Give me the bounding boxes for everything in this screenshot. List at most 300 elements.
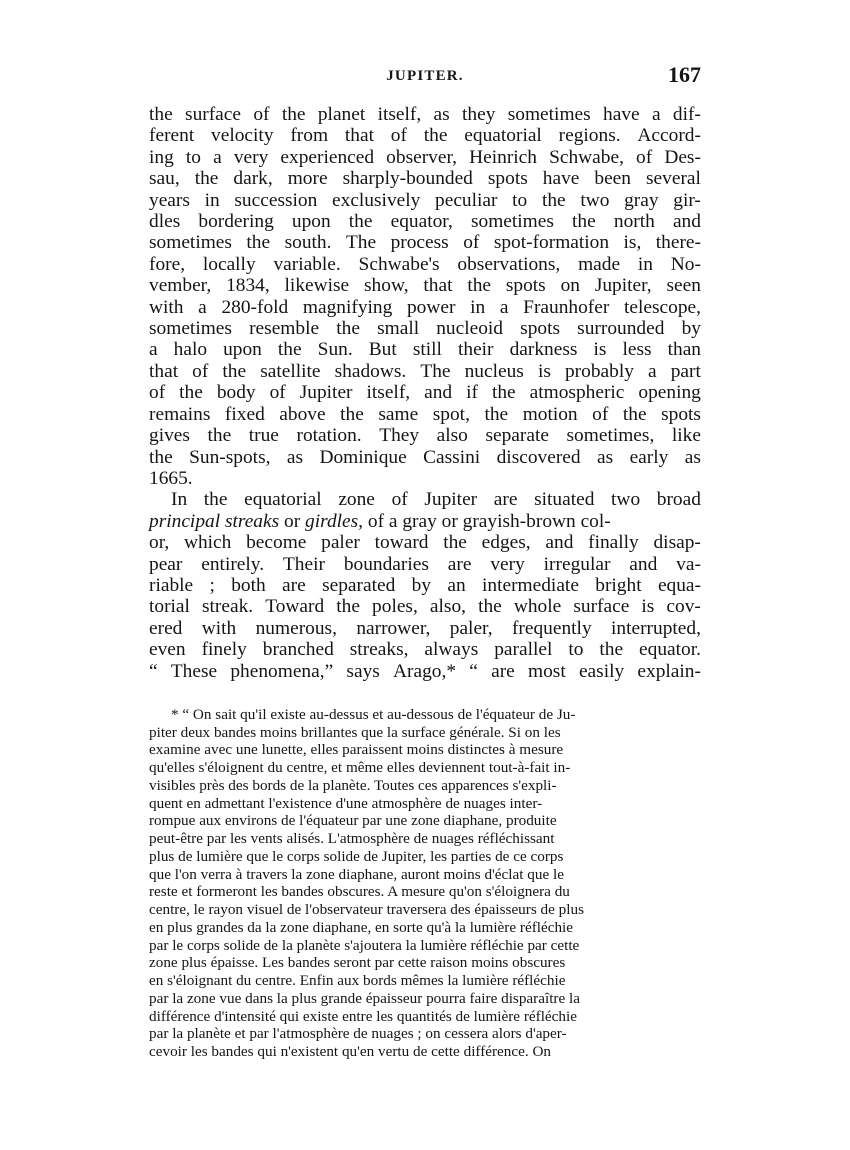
word: But <box>368 339 397 361</box>
word: still <box>412 339 442 361</box>
word: surrounded <box>577 318 665 340</box>
word: magnifying <box>302 296 393 318</box>
word: narrower, <box>356 617 431 639</box>
word: are <box>447 553 472 575</box>
footnote-line: quent en admettant l'existence d'une atmosphère de nuages inter- <box>149 794 543 812</box>
word: Toward <box>265 596 325 618</box>
word: less <box>622 339 652 361</box>
word: sometimes <box>470 211 554 233</box>
footnote-line: en s'éloignant du centre. Enfin aux bords mêmes la lumière réfléchie <box>149 972 566 990</box>
italic-term: principal streaks <box>149 510 280 532</box>
word: observer, <box>386 146 458 168</box>
word: made <box>578 253 621 275</box>
word: streak. <box>202 596 254 618</box>
word: darkness <box>509 339 578 361</box>
word: also, <box>429 596 466 618</box>
word: also <box>436 425 468 447</box>
word: broad <box>656 489 701 511</box>
word: the <box>179 382 203 404</box>
word: resemble <box>249 318 320 340</box>
word: that <box>423 275 453 297</box>
word: the <box>222 360 247 382</box>
text-line <box>149 425 701 446</box>
word: the <box>622 403 647 425</box>
word: have <box>542 168 580 190</box>
word: of <box>463 232 480 254</box>
word: of <box>636 146 653 168</box>
word: small <box>377 318 420 340</box>
word: rotation. <box>296 425 362 447</box>
word: the <box>277 339 302 361</box>
footnote-line: rompue aux environs de l'équateur par une zone diaphane, produite <box>149 812 557 830</box>
word: ered <box>149 617 183 639</box>
text-line <box>149 297 701 318</box>
word: parallel <box>494 639 553 661</box>
word: succession <box>234 189 318 211</box>
word: shadows. <box>334 360 407 382</box>
word: says <box>346 660 380 682</box>
word: The <box>420 360 451 382</box>
word: Cassini <box>423 446 481 468</box>
text-line <box>149 532 701 553</box>
word: surface <box>185 104 242 125</box>
word: seen <box>666 275 701 297</box>
word: sharply-bounded <box>342 168 473 190</box>
word: a <box>648 360 657 382</box>
text-line <box>149 104 701 125</box>
word: south. <box>284 232 332 254</box>
word: experienced <box>280 146 375 168</box>
word: on <box>560 275 580 297</box>
text-line <box>149 661 701 682</box>
word: Schwabe's <box>358 253 440 275</box>
word: discovered <box>496 446 581 468</box>
word: as <box>433 104 450 125</box>
word: equatorial <box>464 125 542 147</box>
word: sometimes <box>507 104 591 125</box>
word: nucleus <box>464 360 524 382</box>
word: 280-fold <box>221 296 289 318</box>
word: dles <box>149 211 181 233</box>
word: the <box>203 489 228 511</box>
word: The <box>345 232 377 254</box>
word: more <box>287 168 328 190</box>
text-line <box>149 232 701 253</box>
footnote-line: qu'elles s'éloignent du centre, et même elles deviennent tout-à-fait in- <box>149 759 571 777</box>
text-line <box>149 190 701 211</box>
word: separated <box>322 574 396 596</box>
word: same <box>378 403 419 425</box>
word: observations, <box>457 253 561 275</box>
footnote-line: par la planète et par l'atmosphère de nuages ; on cessera alors d'aper- <box>149 1025 567 1043</box>
word: a <box>213 146 222 168</box>
word: that <box>344 125 374 147</box>
word: bordering <box>198 211 274 233</box>
word: remains <box>149 403 211 425</box>
word: equatorial <box>244 489 322 511</box>
word: exclusively <box>332 189 421 211</box>
text-line <box>149 339 701 360</box>
word: to <box>568 639 584 661</box>
footnote-line: examine avec une lunette, elles paraissent moins distinctes à mesure <box>149 741 564 759</box>
text-line <box>149 125 701 146</box>
word: spots <box>520 318 561 340</box>
word: torial <box>149 596 190 618</box>
word: the <box>281 104 306 125</box>
footnote-line: centre, le rayon visuel de l'observateur traversera des épaisseurs de plus <box>149 901 584 919</box>
word: locally <box>202 253 256 275</box>
word: of <box>149 382 166 404</box>
footnote <box>149 706 701 1061</box>
word: the <box>541 189 566 211</box>
word: Sun-spots, <box>189 446 271 468</box>
word: equator. <box>639 639 701 661</box>
word: is, <box>623 232 642 254</box>
word: the <box>491 382 516 404</box>
word: with <box>149 296 184 318</box>
word: spots <box>661 403 701 425</box>
word: spot, <box>432 403 470 425</box>
word: vember, <box>149 275 212 297</box>
word: the <box>484 403 509 425</box>
word: body <box>216 382 256 404</box>
word: opening <box>638 382 701 404</box>
word: several <box>645 168 701 190</box>
word: two <box>580 189 610 211</box>
word: are <box>493 489 518 511</box>
word: power <box>406 296 456 318</box>
word: branched <box>262 639 334 661</box>
word: have <box>603 104 640 125</box>
word: satellite <box>260 360 321 382</box>
word: the <box>336 318 360 340</box>
word: that <box>149 360 179 382</box>
word: equator, <box>390 211 453 233</box>
word: are <box>282 574 306 596</box>
word: which <box>183 532 232 554</box>
word: like <box>671 425 701 447</box>
word: true <box>248 425 279 447</box>
word: easily <box>578 660 625 682</box>
text-line <box>149 318 701 339</box>
footnote-line: que l'on verra à travers la zone diaphane, auront moins d'éclat que le <box>149 865 564 883</box>
word: the <box>246 232 271 254</box>
text-line <box>149 489 701 510</box>
paragraph-1 <box>149 104 701 489</box>
word: peculiar <box>435 189 498 211</box>
word: with <box>201 617 237 639</box>
word: as <box>684 446 701 468</box>
word: zone <box>338 489 375 511</box>
footnote-line: zone plus épaisse. Les bandes seront par cette raison moins obscures <box>149 954 566 972</box>
word: from <box>290 125 329 147</box>
word: Dominique <box>319 446 407 468</box>
text-line-with-italics <box>149 511 701 532</box>
word: in <box>637 253 653 275</box>
word: above <box>279 403 326 425</box>
word: ; <box>209 574 215 596</box>
word: In <box>171 489 188 511</box>
word: the <box>423 125 448 147</box>
word: the <box>467 275 492 297</box>
word: a <box>499 296 509 318</box>
word: upon <box>291 211 331 233</box>
word: a <box>149 339 158 361</box>
word: frequently <box>511 617 592 639</box>
word: planet <box>317 104 366 125</box>
word: even <box>149 639 186 661</box>
text-fragment: of a gray or grayish-brown col- <box>363 510 611 532</box>
word: Their <box>282 553 325 575</box>
word: a <box>198 296 207 318</box>
word: the <box>478 596 502 618</box>
paragraph-2 <box>149 489 701 682</box>
word: spots <box>505 275 546 297</box>
footnote-line: cevoir les bandes qui n'existent qu'en vertu de cette différence. On <box>149 1043 552 1061</box>
word: variable. <box>273 253 341 275</box>
word: sometimes <box>149 318 232 340</box>
word: They <box>379 425 420 447</box>
word: These <box>170 660 218 682</box>
word: Fraunhofer <box>523 296 610 318</box>
word: halo <box>173 339 208 361</box>
word: and <box>629 553 658 575</box>
word: Des- <box>664 146 701 168</box>
word: if <box>466 382 478 404</box>
word: separate <box>485 425 549 447</box>
text-line <box>149 404 701 425</box>
word: both <box>231 574 266 596</box>
word: itself, <box>366 382 411 404</box>
word: likewise <box>284 275 350 297</box>
word: entirely. <box>201 553 265 575</box>
word: surface <box>573 596 630 618</box>
word: cov- <box>666 596 701 618</box>
running-head <box>149 62 701 92</box>
word: boundaries <box>343 553 429 575</box>
word: been <box>594 168 631 190</box>
word: the <box>599 639 624 661</box>
word: the <box>572 211 596 233</box>
word: always <box>424 639 479 661</box>
word: very <box>490 553 525 575</box>
word: of <box>390 125 407 147</box>
word: pear <box>149 553 183 575</box>
word: sometimes, <box>566 425 655 447</box>
word: in <box>204 189 220 211</box>
word: ferent <box>149 125 195 147</box>
word: the <box>207 425 232 447</box>
word: va- <box>676 553 701 575</box>
word: of <box>391 489 408 511</box>
word: explain- <box>637 660 701 682</box>
footnote-line: par le corps solide de la planète s'ajoutera la lumière réfléchie par cette <box>149 936 580 954</box>
word: fixed <box>224 403 265 425</box>
word: intermediate <box>482 574 579 596</box>
text-line <box>149 618 701 639</box>
word: regions. <box>558 125 621 147</box>
text-line <box>149 639 701 660</box>
word: years <box>149 189 190 211</box>
word: paler, <box>449 617 493 639</box>
word: part <box>670 360 701 382</box>
word: phenomena,” <box>230 660 334 682</box>
footnote-line: piter deux bandes moins brillantes que la surface générale. Si on les <box>149 723 561 741</box>
word: spots <box>487 168 528 190</box>
word: gives <box>149 425 190 447</box>
page-number: 167 <box>668 62 701 87</box>
word: spot-formation <box>493 232 610 254</box>
text-line <box>149 447 701 468</box>
word: ing <box>149 146 174 168</box>
word: of <box>192 360 209 382</box>
text-line <box>149 596 701 617</box>
word: a <box>651 104 661 125</box>
word: streaks, <box>349 639 409 661</box>
text-line <box>149 211 701 232</box>
footnote-line: peut-être par les vents alisés. L'atmosphère de nuages réfléchissant <box>149 830 555 848</box>
word: as <box>597 446 614 468</box>
text-fragment: or <box>279 510 306 532</box>
word: finally <box>588 532 639 554</box>
word: 1834, <box>226 275 270 297</box>
footnote-line: par la zone vue dans la plus grande épaisseur pourra faire disparaître la <box>149 989 580 1007</box>
footnote-line: plus de lumière que le corps solide de Jupiter, les parties de ce corps <box>149 847 564 865</box>
word: upon <box>223 339 262 361</box>
word: an <box>447 574 466 596</box>
word: Jupiter <box>299 382 353 404</box>
word: bright <box>595 574 642 596</box>
word: nucleoid <box>436 318 504 340</box>
italic-term: girdles, <box>305 510 364 532</box>
word: most <box>528 660 566 682</box>
word: and <box>424 382 453 404</box>
footnote-line: visibles près des bords de la planète. Toutes ces apparences s'expli- <box>149 776 557 794</box>
word: the <box>194 168 219 190</box>
word: two <box>611 489 641 511</box>
footnote-line: en plus grandes da la zone diaphane, en sorte qu'à la lumière réfléchie <box>149 918 574 936</box>
word: disap- <box>653 532 701 554</box>
word: motion <box>522 403 578 425</box>
word: of <box>592 403 609 425</box>
running-title: JUPITER. <box>386 68 464 84</box>
word: the <box>340 403 364 425</box>
word: edges, <box>481 532 531 554</box>
word: show, <box>364 275 409 297</box>
word: Sun. <box>317 339 353 361</box>
word: riable <box>149 574 194 596</box>
word: Schwabe, <box>549 146 624 168</box>
word: dark, <box>233 168 273 190</box>
word: the <box>348 211 373 233</box>
word: the <box>443 532 467 554</box>
word: early <box>629 446 669 468</box>
word: numerous, <box>255 617 337 639</box>
word: gray <box>624 189 659 211</box>
text-line <box>149 275 701 296</box>
text-line <box>149 147 701 168</box>
word: situated <box>534 489 595 511</box>
word: are <box>491 660 515 682</box>
word: and <box>672 211 701 233</box>
word: is <box>537 360 551 382</box>
word: gir- <box>673 189 701 211</box>
text-line <box>149 254 701 275</box>
footnote-line: reste et formeront les bandes obscures. A mesure qu'on s'éloignera du <box>149 883 570 901</box>
word: Jupiter <box>424 489 478 511</box>
word: process <box>390 232 449 254</box>
word: itself, <box>377 104 422 125</box>
word: interrupted, <box>611 617 701 639</box>
text-line <box>149 382 701 403</box>
word: by <box>411 574 432 596</box>
word: whole <box>513 596 562 618</box>
word: Accord- <box>637 125 701 147</box>
word: very <box>233 146 269 168</box>
word: equa- <box>657 574 701 596</box>
word: of <box>269 382 286 404</box>
word: dif- <box>672 104 701 125</box>
word: and <box>545 532 574 554</box>
word: irregular <box>543 553 611 575</box>
word: north <box>613 211 655 233</box>
word: by <box>681 318 701 340</box>
word: become <box>246 532 307 554</box>
word: as <box>286 446 304 468</box>
word: to <box>185 146 201 168</box>
word: probably <box>564 360 634 382</box>
word: No- <box>670 253 701 275</box>
word: is <box>641 596 655 618</box>
word: Arago,* <box>393 660 457 682</box>
word: the <box>336 596 360 618</box>
word: there- <box>655 232 701 254</box>
text-line <box>149 168 701 189</box>
word: telescope, <box>623 296 701 318</box>
word: the <box>149 446 173 468</box>
word: sometimes <box>149 232 232 254</box>
word: poles, <box>372 596 418 618</box>
word: toward <box>374 532 429 554</box>
word: Jupiter, <box>594 275 652 297</box>
word: velocity <box>211 125 274 147</box>
word: than <box>667 339 701 361</box>
text-line: 1665. <box>149 467 193 489</box>
word: to <box>512 189 528 211</box>
word: paler <box>321 532 360 554</box>
text-line <box>149 575 701 596</box>
word: “ <box>149 660 158 682</box>
word: of <box>253 104 270 125</box>
text-line <box>149 361 701 382</box>
word: they <box>462 104 496 125</box>
word: or, <box>149 532 170 554</box>
text-line <box>149 554 701 575</box>
footnote-line: * “ On sait qu'il existe au-dessus et au-dessous de l'équateur de Ju- <box>171 705 576 723</box>
word: “ <box>469 660 478 682</box>
word: the <box>149 104 173 125</box>
word: in <box>470 296 486 318</box>
word: sau, <box>149 168 180 190</box>
word: fore, <box>149 253 186 275</box>
word: Heinrich <box>469 146 537 168</box>
book-page <box>149 62 701 1061</box>
word: finely <box>201 639 247 661</box>
footnote-line: différence d'intensité qui existe entre les quantités de lumière réfléchie <box>149 1007 577 1025</box>
word: atmospheric <box>529 382 625 404</box>
word: is <box>593 339 607 361</box>
word: their <box>457 339 494 361</box>
